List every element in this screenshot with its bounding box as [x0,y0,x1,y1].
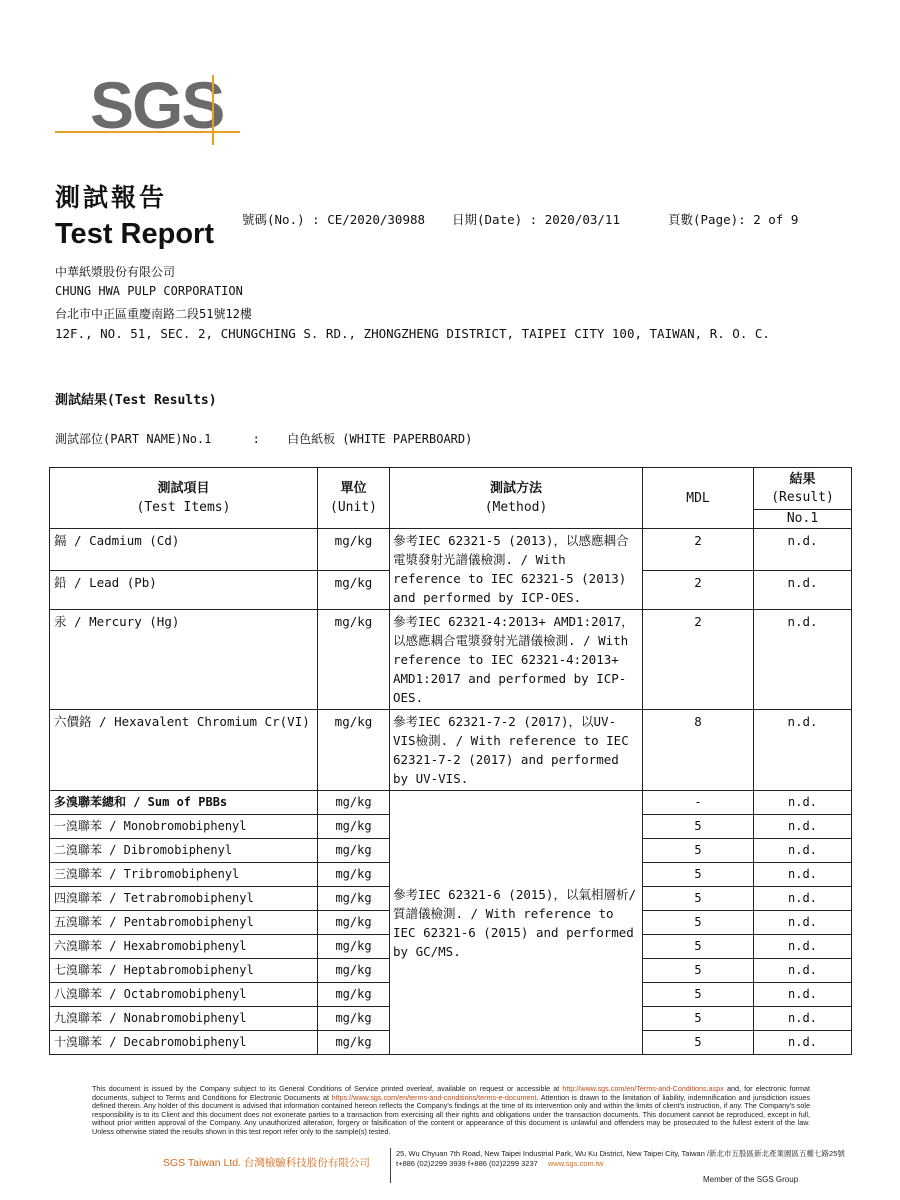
row-item: 二溴聯苯 / Dibromobiphenyl [50,839,318,863]
row-result: n.d. [754,935,852,959]
report-number: 號碼(No.) : CE/2020/30988 [242,212,426,227]
client-address-cn: 台北市中正區重慶南路二段51號12樓 [55,307,252,321]
footer-member: Member of the SGS Group [703,1175,799,1184]
row-unit: mg/kg [318,887,390,911]
footer-company-name: SGS Taiwan Ltd. 台灣檢驗科技股份有限公司 [163,1157,370,1169]
part-separator: : [252,432,260,446]
row-item: 六價鉻 / Hexavalent Chromium Cr(VI) [50,710,318,791]
client-address-en: 12F., NO. 51, SEC. 2, CHUNGCHING S. RD., ZHONGZHENG DISTRICT, TAIPEI CITY 100, TAIWAN, R. O. C. [55,326,770,341]
header-result-no1: No.1 [754,510,852,529]
row-unit: mg/kg [318,1031,390,1055]
row-item: 九溴聯苯 / Nonabromobiphenyl [50,1007,318,1031]
row-unit: mg/kg [318,839,390,863]
row-mdl: 2 [643,529,754,571]
row-result: n.d. [754,529,852,571]
row-mdl: 5 [643,863,754,887]
row-result: n.d. [754,959,852,983]
sgs-logo [55,60,245,145]
footer-address-block [396,1149,845,1169]
row-mdl: 5 [643,911,754,935]
row-result: n.d. [754,1031,852,1055]
header-test-items: 測試項目 (Test Items) [50,468,318,529]
row-result: n.d. [754,983,852,1007]
row-item: 鎘 / Cadmium (Cd) [50,529,318,571]
footer-divider [390,1148,391,1183]
row-mdl: 8 [643,710,754,791]
row-mdl: 5 [643,839,754,863]
row-result: n.d. [754,610,852,710]
row-item: 八溴聯苯 / Octabromobiphenyl [50,983,318,1007]
table-row [50,791,852,815]
row-unit: mg/kg [318,935,390,959]
client-name-en: CHUNG HWA PULP CORPORATION [55,284,243,298]
row-method: 參考IEC 62321-6 (2015)，以氣相層析/質譜儀檢測. / With reference to IEC 62321-6 (2015) and performed by GC/MS. [390,791,643,1055]
row-unit: mg/kg [318,911,390,935]
table-row [50,710,852,791]
header-method: 測試方法 (Method) [390,468,643,529]
part-name-line [55,430,472,447]
table-row [50,610,852,710]
footer-disclaimer [92,1085,810,1137]
row-item: 一溴聯苯 / Monobromobiphenyl [50,815,318,839]
terms-link[interactable]: http://www.sgs.com/en/Terms-and-Conditions.aspx [562,1084,724,1093]
disclaimer-text-1: This document is issued by the Company subject to its General Conditions of Service printed overleaf, available on request or accessible at [92,1084,560,1093]
row-unit: mg/kg [318,791,390,815]
row-item: 五溴聯苯 / Pentabromobiphenyl [50,911,318,935]
sgs-logo-text: SGS [90,68,224,142]
part-label: 測試部位(PART NAME)No.1 [55,432,212,446]
disclaimer-text-3: . Attention is drawn to the limitation of liability, indemnification and jurisdiction issues defined therein. Any holder of this document is advised that information contained hereon reflects the Company's findings at the time of its intervention only and within the limits of client's instruction, if any. The Company's sole responsibility is to its Client and this document does not exonerate parties to a transaction from exercising all their rights and obligations under the transaction documents. This document cannot be reproduced, except in full, without prior written approval of the Company. Any unauthorized alteration, forgery or falsification of the content or appearance of this document is unlawful and offenders may be prosecuted to the fullest extent of the law. Unless otherwise stated the results shown in this test report refer only to the sample(s) tested. [92,1092,811,1136]
footer-contact [396,1159,845,1169]
row-unit: mg/kg [318,610,390,710]
page-number: 頁數(Page): 2 of 9 [668,212,799,227]
row-method: 參考IEC 62321-5 (2013)，以感應耦合電漿發射光譜儀檢測. / With reference to IEC 62321-5 (2013) and performed by ICP-OES. [390,529,643,610]
row-mdl: 5 [643,1031,754,1055]
row-unit: mg/kg [318,1007,390,1031]
row-mdl: 5 [643,1007,754,1031]
row-unit: mg/kg [318,815,390,839]
row-result: n.d. [754,887,852,911]
disclaimer-text-2: and, for electronic format documents, subject to Terms and Conditions for Electronic Documents at [92,1084,810,1102]
row-method: 參考IEC 62321-4:2013+ AMD1:2017，以感應耦合電漿發射光譜儀檢測. / With reference to IEC 62321-4:2013+ AMD1:2017 and performed by ICP-OES. [390,610,643,710]
results-table [49,467,852,1055]
header-result: 結果 (Result) [754,468,852,510]
footer-address: 25, Wu Chyuan 7th Road, New Taipei Industrial Park, Wu Ku District, New Taipei City, Taiwan /新北市五股區新北產業園區五權七路25號 [396,1149,845,1158]
table-row [50,529,852,571]
row-result: n.d. [754,815,852,839]
row-result: n.d. [754,1007,852,1031]
header-mdl: MDL [643,468,754,529]
row-item: 汞 / Mercury (Hg) [50,610,318,710]
e-document-terms-link[interactable]: https://www.sgs.com/en/terms-and-conditions/terms-e-document [331,1092,537,1102]
row-mdl: 5 [643,959,754,983]
row-result: n.d. [754,863,852,887]
footer-phone: t+886 (02)2299 3939 f+886 (02)2299 3237 [396,1159,538,1168]
row-item: 三溴聯苯 / Tribromobiphenyl [50,863,318,887]
title-en: Test Report [55,218,214,250]
row-item: 四溴聯苯 / Tetrabromobiphenyl [50,887,318,911]
client-name-cn: 中華紙漿股份有限公司 [55,265,176,279]
row-mdl: 5 [643,935,754,959]
header-unit: 單位 (Unit) [318,468,390,529]
row-item: 多溴聯苯總和 / Sum of PBBs [50,791,318,815]
row-mdl: - [643,791,754,815]
row-item: 六溴聯苯 / Hexabromobiphenyl [50,935,318,959]
row-item: 十溴聯苯 / Decabromobiphenyl [50,1031,318,1055]
row-result: n.d. [754,571,852,610]
row-mdl: 2 [643,610,754,710]
title-cn: 測試報告 [55,183,168,212]
results-heading: 測試結果(Test Results) [55,393,217,408]
row-method: 參考IEC 62321-7-2 (2017)，以UV-VIS檢測. / With reference to IEC 62321-7-2 (2017) and performed by UV-VIS. [390,710,643,791]
row-result: n.d. [754,839,852,863]
row-unit: mg/kg [318,571,390,610]
row-result: n.d. [754,791,852,815]
part-value: 白色紙板 (WHITE PAPERBOARD) [287,432,473,446]
row-unit: mg/kg [318,529,390,571]
row-mdl: 5 [643,887,754,911]
row-unit: mg/kg [318,863,390,887]
row-item: 七溴聯苯 / Heptabromobiphenyl [50,959,318,983]
footer-website[interactable]: www.sgs.com.tw [547,1159,604,1168]
report-date: 日期(Date) : 2020/03/11 [452,212,620,227]
row-item: 鉛 / Lead (Pb) [50,571,318,610]
row-result: n.d. [754,911,852,935]
row-mdl: 5 [643,815,754,839]
row-unit: mg/kg [318,710,390,791]
row-mdl: 5 [643,983,754,1007]
row-unit: mg/kg [318,983,390,1007]
row-result: n.d. [754,710,852,791]
table-header-row [50,468,852,510]
row-unit: mg/kg [318,959,390,983]
row-mdl: 2 [643,571,754,610]
